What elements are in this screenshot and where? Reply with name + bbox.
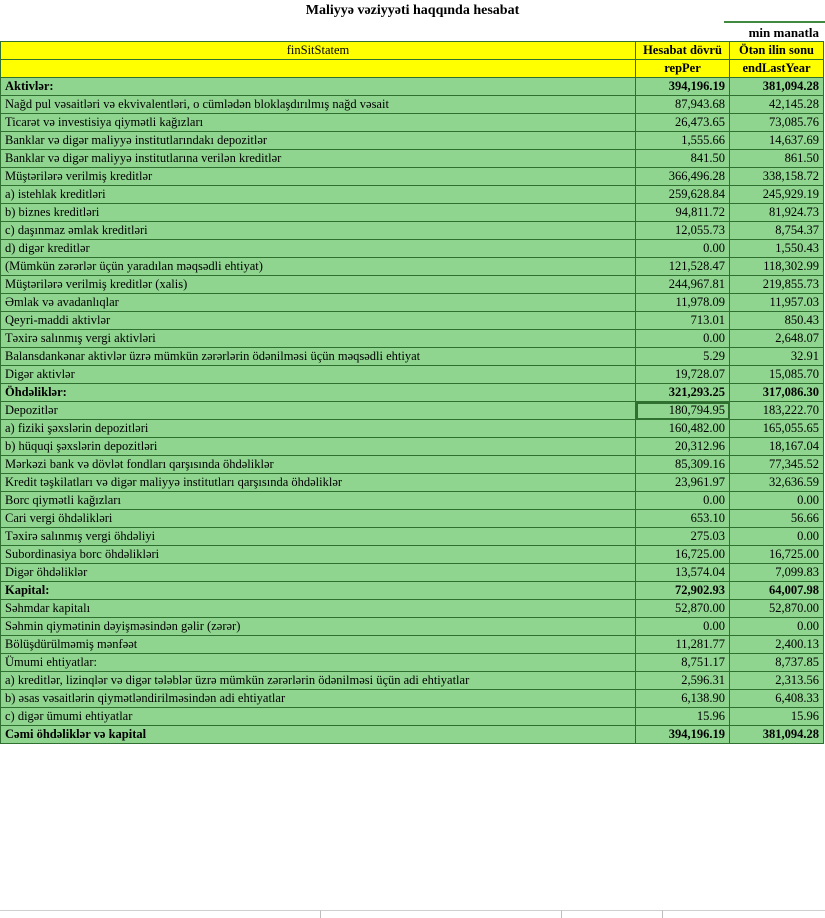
table-row[interactable] (1, 582, 824, 600)
value-cell-end-last-year[interactable]: 18,167.04 (730, 438, 824, 456)
value-cell-reporting-period[interactable]: 5.29 (636, 348, 730, 366)
column-header-reporting-period: Hesabat dövrü (636, 42, 730, 60)
table-row[interactable] (1, 222, 824, 240)
value-cell-end-last-year[interactable]: 11,957.03 (730, 294, 824, 312)
row-label-cell[interactable]: Nağd pul vəsaitləri və ekvivalentləri, o cümlədən bloklaşdırılmış nağd vəsait (1, 96, 636, 114)
row-label-cell[interactable]: Müştərilərə verilmiş kreditlər (1, 168, 636, 186)
value-cell-reporting-period[interactable]: 0.00 (636, 330, 730, 348)
table-row[interactable] (1, 330, 824, 348)
table-row[interactable] (1, 600, 824, 618)
column-header-end-last-year: Ötən ilin sonu (730, 42, 824, 60)
value-cell-reporting-period[interactable]: 87,943.68 (636, 96, 730, 114)
row-label-cell[interactable]: Digər aktivlər (1, 366, 636, 384)
table-row[interactable] (1, 474, 824, 492)
value-cell-end-last-year[interactable]: 77,345.52 (730, 456, 824, 474)
row-label-cell[interactable]: a) istehlak kreditləri (1, 186, 636, 204)
row-label-cell[interactable]: a) fiziki şəxslərin depozitləri (1, 420, 636, 438)
table-row[interactable] (1, 726, 824, 744)
value-cell-reporting-period[interactable]: 180,794.95 (636, 402, 730, 420)
value-cell-end-last-year[interactable]: 183,222.70 (730, 402, 824, 420)
table-row[interactable] (1, 312, 824, 330)
column-code-repper: repPer (636, 60, 730, 78)
value-cell-reporting-period[interactable]: 0.00 (636, 240, 730, 258)
value-cell-reporting-period[interactable]: 713.01 (636, 312, 730, 330)
header-row-titles (1, 42, 824, 60)
units-note: min manatla (748, 25, 819, 40)
value-cell-reporting-period[interactable]: 85,309.16 (636, 456, 730, 474)
value-cell-reporting-period[interactable]: 15.96 (636, 708, 730, 726)
financial-statement-table (0, 41, 824, 744)
table-row[interactable] (1, 294, 824, 312)
row-label-cell[interactable]: Səhmdar kapitalı (1, 600, 636, 618)
table-row[interactable] (1, 420, 824, 438)
table-row[interactable] (1, 402, 824, 420)
table-row[interactable] (1, 708, 824, 726)
table-row[interactable] (1, 366, 824, 384)
table-row[interactable] (1, 204, 824, 222)
row-label-cell[interactable]: Mərkəzi bank və dövlət fondları qarşısında öhdəliklər (1, 456, 636, 474)
value-cell-end-last-year[interactable]: 32,636.59 (730, 474, 824, 492)
title-right-border (724, 0, 825, 23)
table-row[interactable] (1, 510, 824, 528)
value-cell-reporting-period[interactable]: 12,055.73 (636, 222, 730, 240)
table-row[interactable] (1, 384, 824, 402)
table-row[interactable] (1, 186, 824, 204)
value-cell-end-last-year[interactable]: 73,085.76 (730, 114, 824, 132)
value-cell-end-last-year[interactable]: 1,550.43 (730, 240, 824, 258)
header-row-codes (1, 60, 824, 78)
row-label-cell[interactable]: Qeyri-maddi aktivlər (1, 312, 636, 330)
value-cell-end-last-year[interactable]: 245,929.19 (730, 186, 824, 204)
value-cell-end-last-year[interactable]: 381,094.28 (730, 78, 824, 96)
value-cell-end-last-year[interactable]: 52,870.00 (730, 600, 824, 618)
value-cell-end-last-year[interactable]: 14,637.69 (730, 132, 824, 150)
value-cell-end-last-year[interactable]: 7,099.83 (730, 564, 824, 582)
column-code-endlastyear: endLastYear (730, 60, 824, 78)
value-cell-reporting-period[interactable]: 94,811.72 (636, 204, 730, 222)
value-cell-reporting-period[interactable]: 841.50 (636, 150, 730, 168)
value-cell-end-last-year[interactable]: 165,055.65 (730, 420, 824, 438)
page-title: Maliyyə vəziyyəti haqqında hesabat (305, 3, 520, 18)
value-cell-end-last-year[interactable]: 8,737.85 (730, 654, 824, 672)
value-cell-reporting-period[interactable]: 11,281.77 (636, 636, 730, 654)
row-label-cell[interactable]: b) biznes kreditləri (1, 204, 636, 222)
row-label-cell[interactable]: Banklar və digər maliyyə institutlarına verilən kreditlər (1, 150, 636, 168)
value-cell-end-last-year[interactable]: 0.00 (730, 618, 824, 636)
value-cell-end-last-year[interactable]: 8,754.37 (730, 222, 824, 240)
code-row-blank (1, 60, 636, 78)
value-cell-reporting-period[interactable]: 6,138.90 (636, 690, 730, 708)
row-label-cell[interactable]: b) əsas vəsaitlərin qiymətləndirilməsindən adi ehtiyatlar (1, 690, 636, 708)
row-label-cell[interactable]: Təxirə salınmış vergi aktivləri (1, 330, 636, 348)
value-cell-reporting-period[interactable]: 0.00 (636, 618, 730, 636)
value-cell-reporting-period[interactable]: 8,751.17 (636, 654, 730, 672)
table-row[interactable] (1, 168, 824, 186)
row-label-cell[interactable]: Banklar və digər maliyyə institutlarındakı depozitlər (1, 132, 636, 150)
value-cell-reporting-period[interactable]: 394,196.19 (636, 726, 730, 744)
row-label-cell[interactable]: Bölüşdürülməmiş mənfəət (1, 636, 636, 654)
value-cell-reporting-period[interactable]: 2,596.31 (636, 672, 730, 690)
table-row[interactable] (1, 456, 824, 474)
table-row[interactable] (1, 78, 824, 96)
value-cell-reporting-period[interactable]: 259,628.84 (636, 186, 730, 204)
row-label-cell[interactable]: a) kreditlər, lizinqlər və digər tələblər üzrə mümkün zərərlərin ödənilməsi üçün adi ehtiyatlar (1, 672, 636, 690)
value-cell-end-last-year[interactable]: 338,158.72 (730, 168, 824, 186)
value-cell-reporting-period[interactable]: 121,528.47 (636, 258, 730, 276)
table-row[interactable] (1, 240, 824, 258)
table-row[interactable] (1, 672, 824, 690)
value-cell-reporting-period[interactable]: 275.03 (636, 528, 730, 546)
value-cell-reporting-period[interactable]: 19,728.07 (636, 366, 730, 384)
units-note-row (0, 22, 825, 41)
value-cell-reporting-period[interactable]: 160,482.00 (636, 420, 730, 438)
row-label-header: finSitStatem (1, 42, 636, 60)
sheet-bottom-edge (0, 910, 825, 917)
value-cell-reporting-period[interactable]: 244,967.81 (636, 276, 730, 294)
value-cell-reporting-period[interactable]: 653.10 (636, 510, 730, 528)
row-label-cell[interactable]: Aktivlər: (1, 78, 636, 96)
value-cell-reporting-period[interactable]: 394,196.19 (636, 78, 730, 96)
table-row[interactable] (1, 546, 824, 564)
row-label-cell[interactable]: c) digər ümumi ehtiyatlar (1, 708, 636, 726)
value-cell-end-last-year[interactable]: 15,085.70 (730, 366, 824, 384)
value-cell-reporting-period[interactable]: 366,496.28 (636, 168, 730, 186)
row-label-cell[interactable]: Borc qiymətli kağızları (1, 492, 636, 510)
row-label-cell[interactable]: d) digər kreditlər (1, 240, 636, 258)
value-cell-end-last-year[interactable]: 861.50 (730, 150, 824, 168)
value-cell-end-last-year[interactable]: 317,086.30 (730, 384, 824, 402)
row-label-cell[interactable]: c) daşınmaz əmlak kreditləri (1, 222, 636, 240)
value-cell-end-last-year[interactable]: 16,725.00 (730, 546, 824, 564)
table-row[interactable] (1, 96, 824, 114)
row-label-cell[interactable]: Digər öhdəliklər (1, 564, 636, 582)
table-head (1, 42, 824, 78)
row-label-cell[interactable]: (Mümkün zərərlər üçün yaradılan məqsədli ehtiyat) (1, 258, 636, 276)
value-cell-end-last-year[interactable]: 32.91 (730, 348, 824, 366)
value-cell-end-last-year[interactable]: 81,924.73 (730, 204, 824, 222)
row-label-cell[interactable]: Öhdəliklər: (1, 384, 636, 402)
value-cell-reporting-period[interactable]: 23,961.97 (636, 474, 730, 492)
value-cell-end-last-year[interactable]: 381,094.28 (730, 726, 824, 744)
value-cell-end-last-year[interactable]: 2,313.56 (730, 672, 824, 690)
value-cell-reporting-period[interactable]: 26,473.65 (636, 114, 730, 132)
value-cell-reporting-period[interactable]: 16,725.00 (636, 546, 730, 564)
table-row[interactable] (1, 150, 824, 168)
value-cell-reporting-period[interactable]: 52,870.00 (636, 600, 730, 618)
row-label-cell[interactable]: Cəmi öhdəliklər və kapital (1, 726, 636, 744)
row-label-cell[interactable]: Depozitlər (1, 402, 636, 420)
row-label-cell[interactable]: b) hüquqi şəxslərin depozitləri (1, 438, 636, 456)
value-cell-reporting-period[interactable]: 72,902.93 (636, 582, 730, 600)
value-cell-end-last-year[interactable]: 0.00 (730, 492, 824, 510)
row-label-cell[interactable]: Kredit təşkilatları və digər maliyyə institutları qarşısında öhdəliklər (1, 474, 636, 492)
table-row[interactable] (1, 690, 824, 708)
row-label-cell[interactable]: Ticarət və investisiya qiymətli kağızları (1, 114, 636, 132)
value-cell-end-last-year[interactable]: 2,400.13 (730, 636, 824, 654)
value-cell-end-last-year[interactable]: 64,007.98 (730, 582, 824, 600)
table-row[interactable] (1, 348, 824, 366)
table-row[interactable] (1, 636, 824, 654)
value-cell-reporting-period[interactable]: 20,312.96 (636, 438, 730, 456)
value-cell-end-last-year[interactable]: 6,408.33 (730, 690, 824, 708)
value-cell-end-last-year[interactable]: 219,855.73 (730, 276, 824, 294)
report-title-row (0, 0, 825, 22)
table-row[interactable] (1, 276, 824, 294)
row-label-cell[interactable]: Cari vergi öhdəlikləri (1, 510, 636, 528)
table-row[interactable] (1, 132, 824, 150)
table-row[interactable] (1, 654, 824, 672)
value-cell-reporting-period[interactable]: 321,293.25 (636, 384, 730, 402)
table-body (1, 78, 824, 744)
value-cell-end-last-year[interactable]: 850.43 (730, 312, 824, 330)
value-cell-end-last-year[interactable]: 118,302.99 (730, 258, 824, 276)
value-cell-reporting-period[interactable]: 0.00 (636, 492, 730, 510)
value-cell-end-last-year[interactable]: 56.66 (730, 510, 824, 528)
row-label-cell[interactable]: Müştərilərə verilmiş kreditlər (xalis) (1, 276, 636, 294)
row-label-cell[interactable]: Kapital: (1, 582, 636, 600)
value-cell-end-last-year[interactable]: 42,145.28 (730, 96, 824, 114)
table-row[interactable] (1, 618, 824, 636)
row-label-cell[interactable]: Əmlak və avadanlıqlar (1, 294, 636, 312)
table-row[interactable] (1, 258, 824, 276)
value-cell-reporting-period[interactable]: 13,574.04 (636, 564, 730, 582)
table-row[interactable] (1, 492, 824, 510)
table-row[interactable] (1, 564, 824, 582)
row-label-cell[interactable]: Subordinasiya borc öhdəlikləri (1, 546, 636, 564)
table-row[interactable] (1, 528, 824, 546)
row-label-cell[interactable]: Ümumi ehtiyatlar: (1, 654, 636, 672)
table-row[interactable] (1, 114, 824, 132)
row-label-cell[interactable]: Səhmin qiymətinin dəyişməsindən gəlir (zərər) (1, 618, 636, 636)
value-cell-end-last-year[interactable]: 0.00 (730, 528, 824, 546)
row-label-cell[interactable]: Balansdankənar aktivlər üzrə mümkün zərərlərin ödənilməsi üçün məqsədli ehtiyat (1, 348, 636, 366)
row-label-cell[interactable]: Təxirə salınmış vergi öhdəliyi (1, 528, 636, 546)
table-row[interactable] (1, 438, 824, 456)
value-cell-end-last-year[interactable]: 2,648.07 (730, 330, 824, 348)
value-cell-reporting-period[interactable]: 11,978.09 (636, 294, 730, 312)
value-cell-end-last-year[interactable]: 15.96 (730, 708, 824, 726)
value-cell-reporting-period[interactable]: 1,555.66 (636, 132, 730, 150)
